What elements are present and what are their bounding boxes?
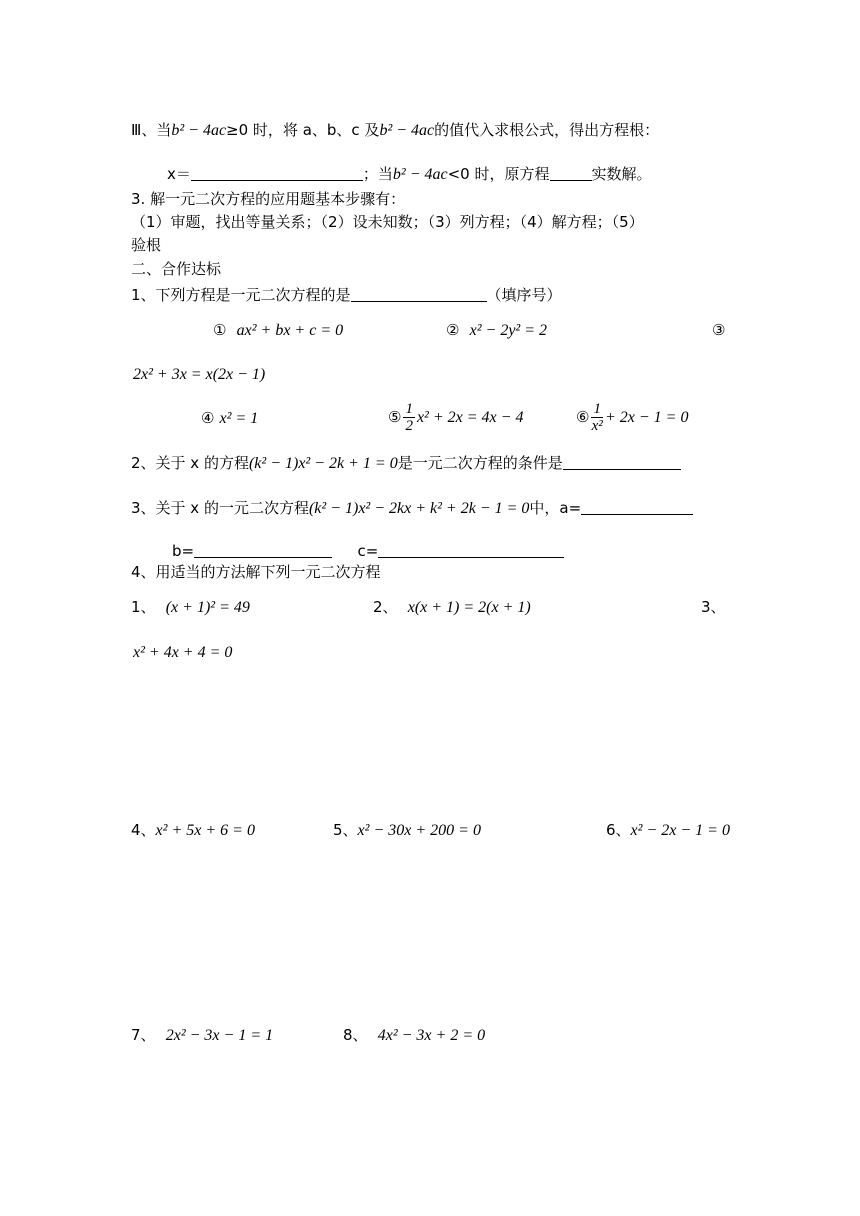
q3-c-blank[interactable] [378, 541, 564, 558]
question-3 [131, 498, 693, 519]
steps-line-2: 验根 [131, 236, 162, 254]
eq-num-5: 5、 [333, 821, 358, 839]
eq-num-3: 3、 [701, 598, 726, 616]
root-formula-line [167, 164, 652, 185]
q1-option-4 [201, 408, 258, 429]
equation-3-expr [133, 642, 232, 663]
option-mark-1: ① [213, 321, 227, 339]
eq-expr-1: (x + 1)² = 49 [165, 599, 250, 616]
q1-option-6 [576, 397, 688, 438]
root-answer-blank[interactable] [191, 164, 363, 181]
eq-expr-6: x² − 2x − 1 = 0 [630, 822, 730, 839]
q1-answer-blank[interactable] [351, 285, 487, 302]
q1-option-3-mark [712, 320, 725, 340]
when-neg-suffix: 实数解。 [591, 165, 652, 183]
cooperation-heading: 二、合作达标 [131, 260, 222, 278]
q1-suffix: （填序号） [486, 286, 562, 304]
step3-prefix: Ⅲ、当 [131, 121, 172, 139]
equation-2 [373, 597, 531, 618]
q3-c-label: c= [357, 542, 379, 560]
option-mark-5: ⑤ [388, 408, 402, 426]
step3-suffix: 的值代入求根公式，得出方程根： [434, 121, 660, 139]
eq-expr-4: x² + 5x + 6 = 0 [155, 822, 255, 839]
equation-7 [131, 1025, 273, 1046]
option-expr-2: x² − 2y² = 2 [469, 322, 548, 339]
q3-b-blank[interactable] [194, 541, 332, 558]
discriminant-expr-2: b² − 4ac [379, 122, 435, 139]
frac-den-5: 2 [405, 418, 413, 434]
eq-num-1: 1、 [131, 598, 156, 616]
option-mark-3: ③ [712, 321, 726, 339]
eq-num-4: 4、 [131, 821, 156, 839]
q3-prefix: 3、关于 x 的一元二次方程 [131, 499, 309, 517]
q2-suffix: 是一元二次方程的条件是 [397, 454, 563, 472]
step3-line [131, 120, 659, 141]
equation-5 [333, 820, 481, 841]
eq-num-6: 6、 [606, 821, 631, 839]
discriminant-expr: b² − 4ac [171, 122, 227, 139]
x-equals-label: x＝ [167, 165, 191, 183]
eq-num-7: 7、 [131, 1026, 156, 1044]
item3-title: 3. 解一元二次方程的应用题基本步骤有： [131, 190, 406, 208]
frac-num-6: 1 [593, 401, 601, 417]
option-expr-5: x² + 2x = 4x − 4 [416, 409, 524, 426]
option-expr-1: ax² + bx + c = 0 [236, 322, 344, 339]
eq-expr-2: x(x + 1) = 2(x + 1) [407, 599, 531, 616]
question-2 [131, 453, 681, 474]
q3-a-blank[interactable] [581, 498, 693, 515]
step3-mid: ≥0 时，将 a、b、c 及 [226, 121, 380, 139]
fraction-one-over-x2 [591, 401, 603, 434]
discriminant-expr-3: b² − 4ac [392, 166, 448, 183]
q3-bc-line [172, 541, 564, 561]
frac-num-5: 1 [405, 401, 413, 417]
option-expr-6: + 2x − 1 = 0 [604, 409, 689, 426]
equation-6 [606, 820, 730, 841]
eq-expr-3: x² + 4x + 4 = 0 [133, 644, 233, 661]
eq-num-2: 2、 [373, 598, 398, 616]
real-roots-blank[interactable] [550, 164, 592, 181]
option-expr-3: 2x² + 3x = x(2x − 1) [133, 366, 266, 383]
q1-option-1 [213, 320, 343, 341]
equation-4 [131, 820, 255, 841]
eq-expr-5: x² − 30x + 200 = 0 [357, 822, 481, 839]
q1-option-3-expr [133, 364, 265, 385]
when-neg-mid: <0 时，原方程 [447, 165, 550, 183]
q2-expr: (k² − 1)x² − 2k + 1 = 0 [248, 455, 398, 472]
question-1 [131, 285, 562, 305]
equation-1 [131, 597, 250, 618]
option-mark-6: ⑥ [576, 408, 590, 426]
eq-num-8: 8、 [343, 1026, 368, 1044]
equation-3-num [701, 597, 726, 617]
frac-den-6: x² [591, 418, 603, 434]
q1-option-2 [446, 320, 547, 341]
eq-expr-8: 4x² − 3x + 2 = 0 [377, 1027, 486, 1044]
option-mark-2: ② [446, 321, 460, 339]
when-neg-prefix: ；当 [362, 165, 393, 183]
eq-expr-7: 2x² − 3x − 1 = 1 [165, 1027, 274, 1044]
q3-suffix: 中，a= [529, 499, 582, 517]
q3-expr: (k² − 1)x² − 2kx + k² + 2k − 1 = 0 [308, 500, 530, 517]
option-expr-4: x² = 1 [219, 410, 259, 427]
q2-prefix: 2、关于 x 的方程 [131, 454, 249, 472]
q3-b-label: b= [172, 542, 195, 560]
fraction-one-half [403, 401, 415, 434]
q2-answer-blank[interactable] [563, 453, 681, 470]
steps-line-1: （1）审题，找出等量关系；（2）设未知数；（3）列方程；（4）解方程；（5） [131, 213, 644, 231]
q4-heading: 4、用适当的方法解下列一元二次方程 [131, 563, 381, 581]
option-mark-4: ④ [201, 409, 215, 427]
q1-prefix: 1、下列方程是一元二次方程的是 [131, 286, 351, 304]
q1-option-5 [388, 397, 523, 438]
equation-8 [343, 1025, 485, 1046]
